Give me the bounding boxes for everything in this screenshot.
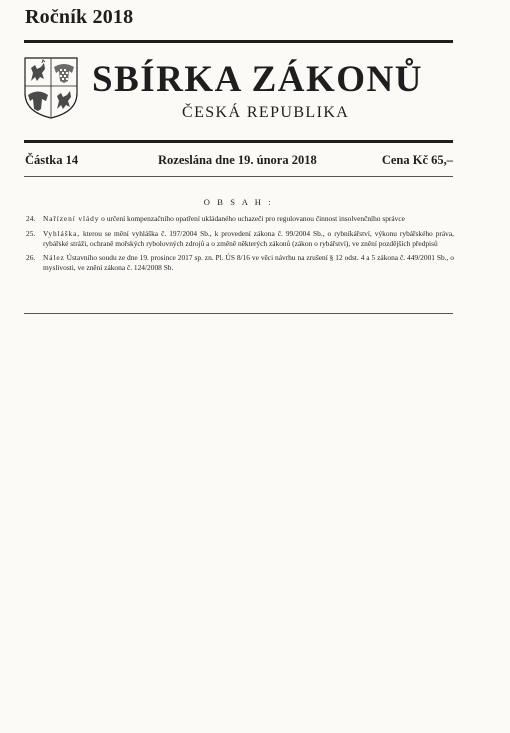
price: Cena Kč 65,– <box>381 153 453 167</box>
item-text: o určení kompenzačního opatření ukládaného uchazeči pro regulovanou činnost insolvenčního správce <box>101 214 405 223</box>
contents-list <box>26 214 454 278</box>
contents-item <box>26 253 454 273</box>
item-text: kterou se mění vyhláška č. 197/2004 Sb., k provedení zákona č. 99/2004 Sb., o rybníkářství, výkonu rybářského práva, rybářské stráži, ochraně mořských rybolovných zdrojů a o změně některých zákonů (zákon o rybářství), ve znění pozdějších předpisů <box>43 228 454 248</box>
item-number: 25. <box>26 228 36 238</box>
contents-heading: O B S A H : <box>203 197 274 207</box>
item-kind: Nařízení vlády <box>43 214 100 223</box>
contents-item <box>26 229 454 249</box>
item-body <box>43 229 454 249</box>
middle-rule <box>24 140 453 143</box>
item-number: 24. <box>26 214 36 223</box>
collection-title: SBÍRKA ZÁKONŮ <box>92 59 423 100</box>
bottom-rule <box>24 313 453 314</box>
item-kind: Nález <box>43 253 65 262</box>
item-body <box>43 253 454 273</box>
info-rule <box>24 176 453 177</box>
item-number: 26. <box>26 253 36 262</box>
part-number: Částka 14 <box>25 153 79 167</box>
year-label: Ročník 2018 <box>25 6 134 28</box>
publication-date: Rozeslána dne 19. února 2018 <box>158 153 317 167</box>
top-rule <box>24 40 453 43</box>
item-text: Ústavního soudu ze dne 19. prosince 2017 sp. zn. Pl. ÚS 8/16 ve věci návrhu na zrušení § 12 odst. 4 a 5 zákona č. 449/2001 Sb., o myslivosti, ve znění zákona č. 124/2008 Sb. <box>43 253 454 272</box>
item-body <box>43 214 454 224</box>
country-subtitle: ČESKÁ REPUBLIKA <box>182 104 350 121</box>
contents-item <box>26 214 454 224</box>
item-kind: Vyhláška, <box>43 228 81 238</box>
coat-of-arms-icon <box>24 57 78 119</box>
